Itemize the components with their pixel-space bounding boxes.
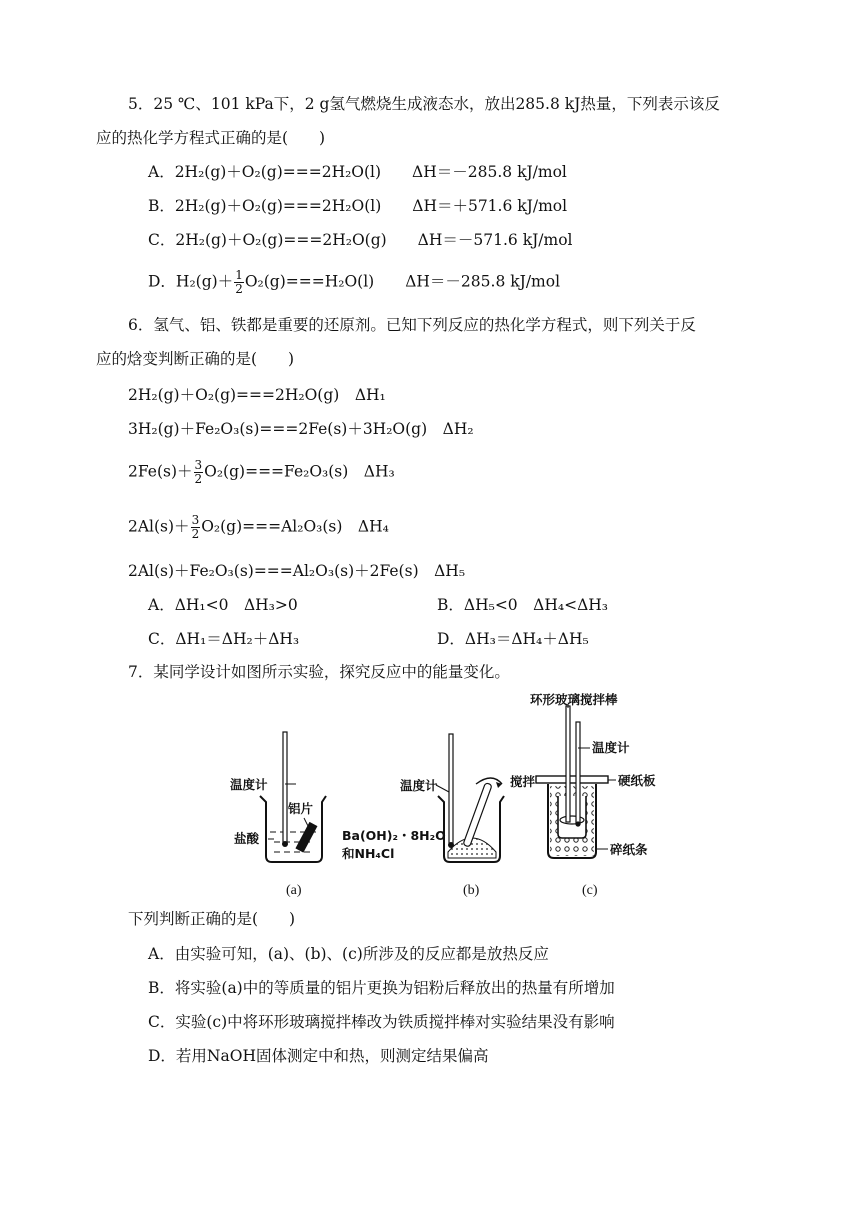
fraction <box>191 514 201 541</box>
label-a-thermometer: 温度计 <box>230 777 268 792</box>
label-b-stir: 搅拌 <box>510 774 536 789</box>
stirring-rod-c <box>566 706 570 822</box>
q7-prompt: 下列判断正确的是( ) <box>128 910 296 928</box>
label-b-reagent-2: 和NH₄Cl <box>342 846 395 861</box>
beaker-b <box>342 734 536 897</box>
q6-equation-4 <box>128 514 389 541</box>
cardboard-lid <box>536 776 608 783</box>
caption-a: (a) <box>286 883 302 897</box>
q6-equation-2: 3H₂(g)＋Fe₂O₃(s)===2Fe(s)＋3H₂O(g) ΔH₂ <box>128 420 474 438</box>
fraction <box>194 459 204 486</box>
label-c-thermometer: 温度计 <box>592 740 630 755</box>
fraction-denominator: 2 <box>191 527 200 541</box>
q6-equation-1: 2H₂(g)＋O₂(g)===2H₂O(g) ΔH₁ <box>128 386 386 404</box>
q7-option-d: D．若用NaOH固体测定中和热，则测定结果偏高 <box>148 1047 489 1065</box>
q5-option-d-suffix: O₂(g)===H₂O(l) ΔH＝－285.8 kJ/mol <box>244 272 561 291</box>
label-c-rod: 环形玻璃搅拌棒 <box>530 692 618 707</box>
q7-option-c: C．实验(c)中将环形玻璃搅拌棒改为铁质搅拌棒对实验结果没有影响 <box>148 1013 615 1031</box>
q6-equation-3-prefix: 2Fe(s)＋ <box>128 462 193 481</box>
fraction-numerator: 3 <box>191 513 200 527</box>
calorimeter-c <box>530 692 656 897</box>
q5-option-d <box>148 269 560 296</box>
q6-equation-4-prefix: 2Al(s)＋ <box>128 517 190 536</box>
label-a-acid: 盐酸 <box>234 831 260 846</box>
stirring-rod-b <box>463 783 492 847</box>
q6-equation-3-suffix: O₂(g)===Fe₂O₃(s) ΔH₃ <box>204 462 395 481</box>
q7-option-a: A．由实验可知，(a)、(b)、(c)所涉及的反应都是放热反应 <box>148 945 549 963</box>
q6-option-a: A．ΔH₁<0 ΔH₃>0 <box>148 596 298 614</box>
thermometer-b <box>449 734 453 844</box>
q7-stem: 7．某同学设计如图所示实验，探究反应中的能量变化。 <box>128 663 510 681</box>
experiment-figure <box>230 692 670 897</box>
fraction-denominator: 2 <box>194 472 203 486</box>
q5-option-c: C．2H₂(g)＋O₂(g)===2H₂O(g) ΔH＝－571.6 kJ/mol <box>148 231 573 249</box>
q6-option-c: C．ΔH₁＝ΔH₂＋ΔH₃ <box>148 630 300 648</box>
q6-stem-line2: 应的焓变判断正确的是( ) <box>96 350 295 368</box>
beaker-a <box>230 732 326 897</box>
label-b-thermometer: 温度计 <box>400 778 438 793</box>
fraction-numerator: 3 <box>194 458 203 472</box>
label-c-board: 硬纸板 <box>618 773 656 788</box>
q6-stem-line1: 6．氢气、铝、铁都是重要的还原剂。已知下列反应的热化学方程式，则下列关于反 <box>128 316 696 334</box>
q6-equation-5: 2Al(s)＋Fe₂O₃(s)===Al₂O₃(s)＋2Fe(s) ΔH₅ <box>128 562 466 580</box>
hydrochloric-acid-liquid <box>267 832 321 861</box>
q6-equation-3 <box>128 459 395 486</box>
q5-stem-line2: 应的热化学方程式正确的是( ) <box>96 129 326 147</box>
caption-b: (b) <box>463 883 480 897</box>
q5-option-b: B．2H₂(g)＋O₂(g)===2H₂O(l) ΔH＝＋571.6 kJ/mol <box>148 197 568 215</box>
q5-option-d-prefix: D．H₂(g)＋ <box>148 272 234 291</box>
q6-option-b: B．ΔH₅<0 ΔH₄<ΔH₃ <box>437 596 608 614</box>
fraction-numerator: 1 <box>235 268 243 282</box>
experiment-figure-svg <box>230 692 670 897</box>
q6-equation-4-suffix: O₂(g)===Al₂O₃(s) ΔH₄ <box>201 517 389 536</box>
caption-c: (c) <box>582 883 598 897</box>
label-c-scraps: 碎纸条 <box>610 842 648 857</box>
fraction <box>234 269 244 296</box>
thermometer-a <box>283 732 287 844</box>
label-b-reagent-1: Ba(OH)₂・8H₂O <box>342 828 446 843</box>
q5-stem-line1: 5．25 ℃、101 kPa下，2 g氢气燃烧生成液态水，放出285.8 kJ热量，下列表示该反 <box>128 95 720 113</box>
q7-option-b: B．将实验(a)中的等质量的铝片更换为铝粉后释放出的热量有所增加 <box>148 979 615 997</box>
q6-option-d: D．ΔH₃＝ΔH₄＋ΔH₅ <box>437 630 589 648</box>
fraction-denominator: 2 <box>235 282 243 296</box>
thermometer-c <box>576 722 580 824</box>
label-a-foil: 铝片 <box>288 801 314 816</box>
q5-option-a: A．2H₂(g)＋O₂(g)===2H₂O(l) ΔH＝－285.8 kJ/mol <box>148 163 567 181</box>
